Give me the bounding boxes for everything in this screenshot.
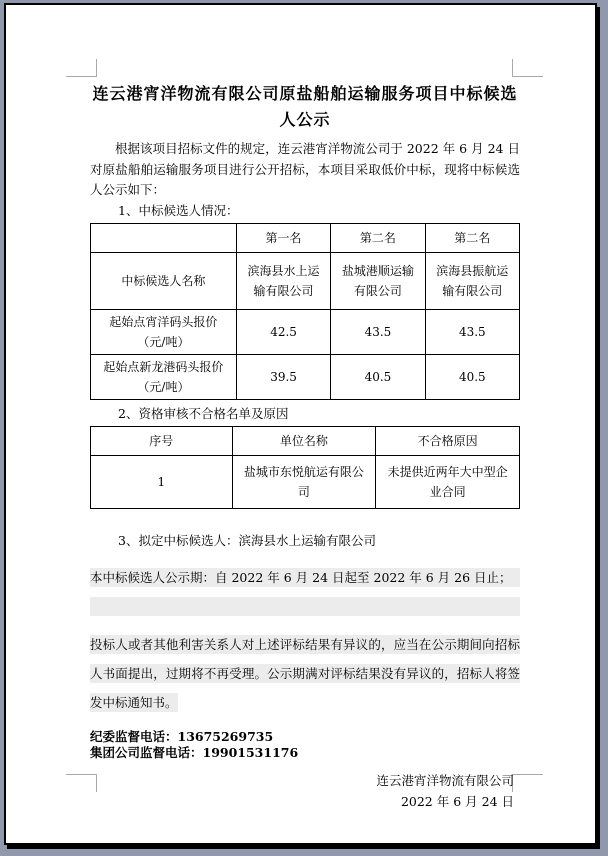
document-title: 连云港宵洋物流有限公司原盐船舶运输服务项目中标候选人公示 (92, 84, 518, 129)
table-cell: 40.5 (425, 354, 519, 399)
supervision-contacts (90, 729, 520, 762)
table-cell: 起始点宵洋码头报价（元/吨） (91, 309, 237, 354)
text-boundary-mark-top-right (512, 59, 543, 77)
disqualified-table-header-row (91, 426, 520, 455)
document-content (90, 81, 520, 812)
intro-paragraph: 根据该项目招标文件的规定，连云港宵洋物流公司于 2022 年 6 月 24 日对原盐船舶运输服务项目进行公开招标，本项目采取低价中标，现将中标候选人公示如下： (90, 141, 520, 197)
table-cell: 第二名 (331, 223, 425, 252)
table-cell: 滨海县振航运输有限公司 (425, 252, 519, 309)
table-cell: 43.5 (331, 309, 425, 354)
highlighted-empty-line (90, 597, 520, 616)
table-cell: 起始点新龙港码头报价（元/吨） (91, 354, 237, 399)
section3-heading: 3、拟定中标候选人：滨海县水上运输有限公司 (118, 532, 376, 548)
disqualified-table (90, 426, 520, 509)
table-cell: 中标候选人名称 (91, 252, 237, 309)
winners-table-row (91, 252, 520, 309)
discipline-phone-line: 纪委监督电话：13675269735 (90, 728, 274, 744)
table-cell (91, 223, 237, 252)
signature-company: 连云港宵洋物流有限公司 (376, 772, 514, 788)
objection-notice-paragraph (90, 630, 520, 717)
document-page (4, 3, 597, 845)
table-cell: 42.5 (236, 309, 330, 354)
table-cell: 第二名 (425, 223, 519, 252)
winners-table-row (91, 354, 520, 399)
table-cell: 第一名 (236, 223, 330, 252)
table-cell: 不合格原因 (376, 426, 520, 455)
group-phone-line: 集团公司监督电话：19901531176 (90, 745, 299, 760)
objection-notice-text: 投标人或者其他利害关系人对上述评标结果有异议的，应当在公示期间向招标人书面提出，过期将不再受理。公示期满对评标结果没有异议的，招标人将签发中标通知书。 (90, 636, 520, 710)
table-cell: 盐城港顺运输有限公司 (331, 252, 425, 309)
section1-heading: 1、中标候选人情况： (118, 202, 239, 218)
table-cell: 1 (91, 455, 233, 508)
text-boundary-mark-top-left (66, 59, 97, 77)
table-cell: 40.5 (331, 354, 425, 399)
publicity-period-line: 本中标候选人公示期：自 2022 年 6 月 24 日起至 2022 年 6 月 26 日止； (90, 568, 520, 587)
table-cell: 未提供近两年大中型企业合同 (376, 455, 520, 508)
signature-date: 2022 年 6 月 24 日 (400, 793, 514, 809)
winners-table-row (91, 309, 520, 354)
signature-block (90, 770, 520, 812)
section2-heading: 2、资格审核不合格名单及原因 (118, 405, 289, 421)
table-cell: 序号 (91, 426, 233, 455)
table-cell: 单位名称 (232, 426, 376, 455)
winners-table (90, 223, 520, 400)
winners-table-header-row (91, 223, 520, 252)
table-cell: 滨海县水上运输有限公司 (236, 252, 330, 309)
disqualified-table-row (91, 455, 520, 508)
table-cell: 盐城市东悦航运有限公司 (232, 455, 376, 508)
table-cell: 43.5 (425, 309, 519, 354)
table-cell: 39.5 (236, 354, 330, 399)
